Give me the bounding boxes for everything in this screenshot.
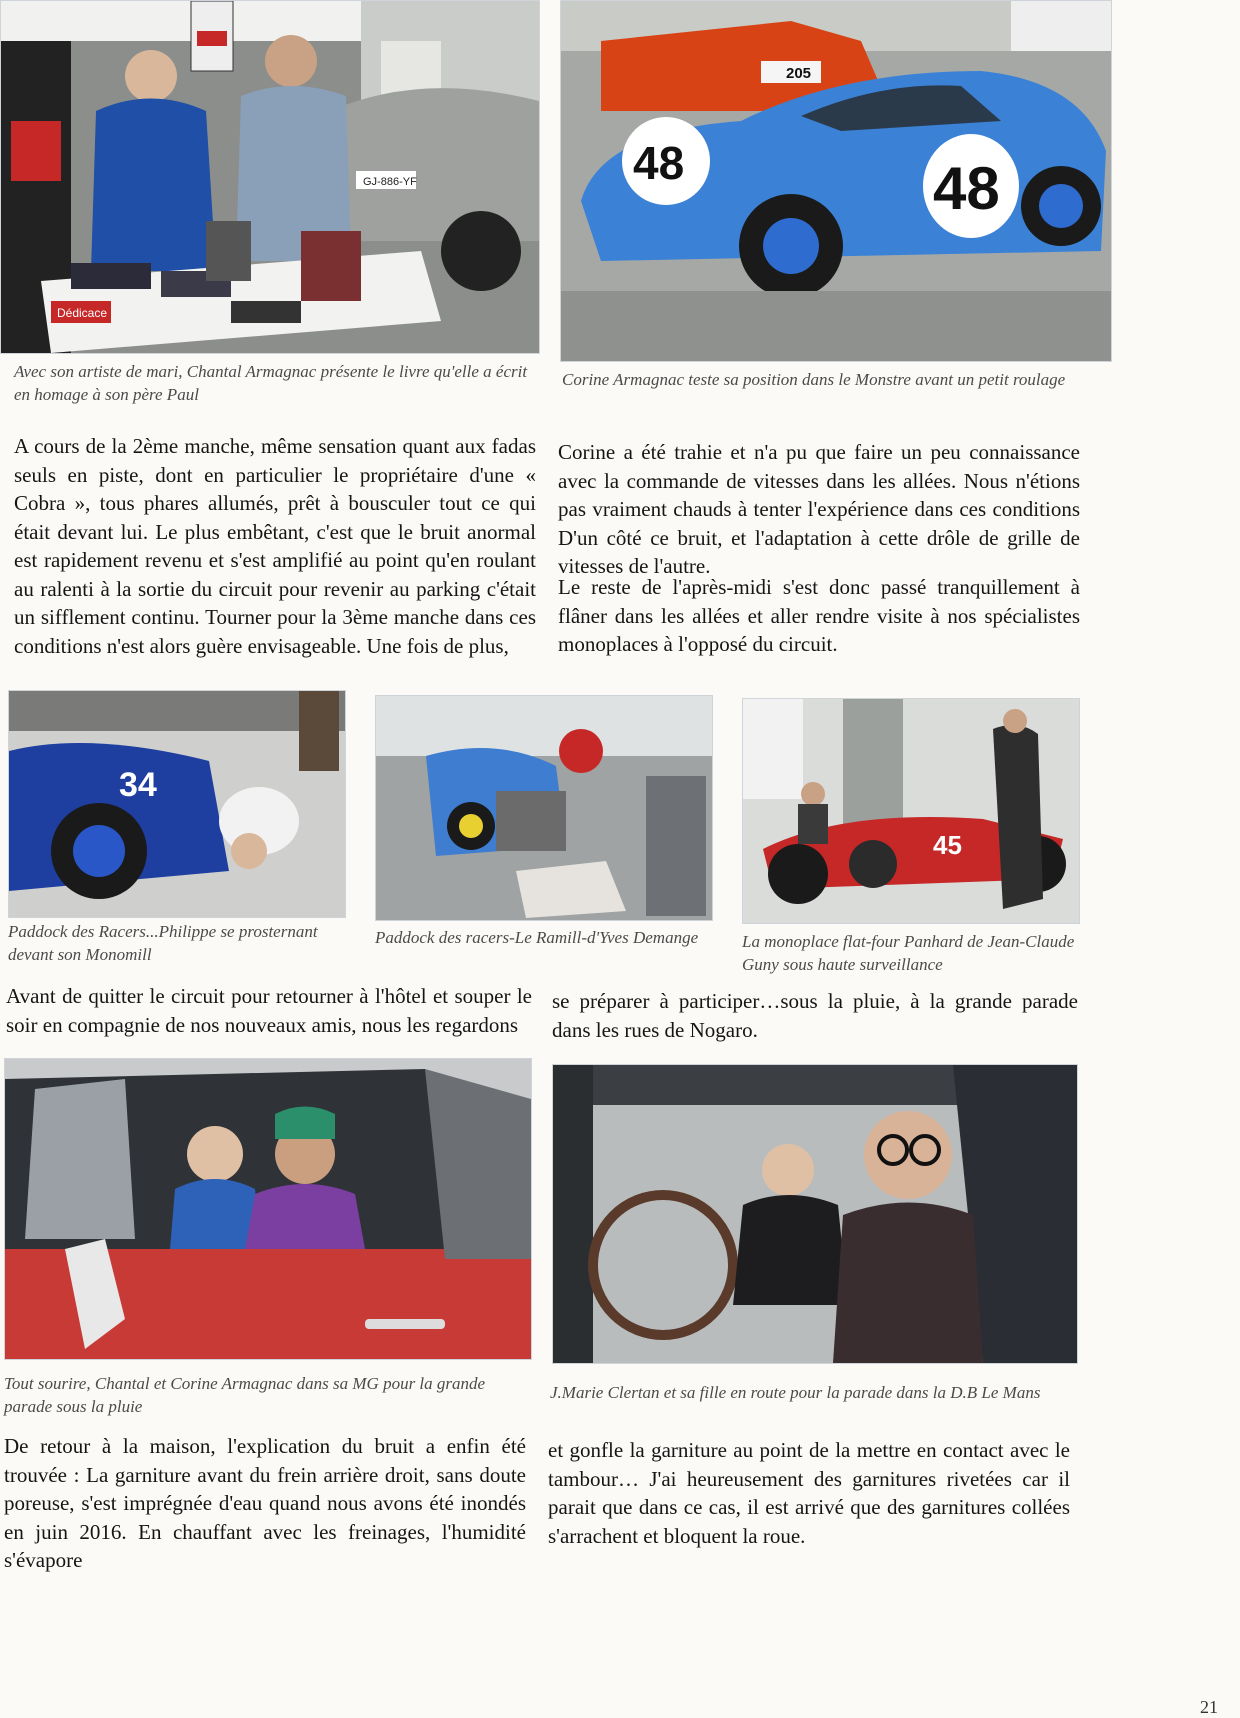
caption-db-le-mans: J.Marie Clertan et sa fille en route pour la parade dans la D.B Le Mans xyxy=(550,1383,1041,1402)
panhard-image xyxy=(743,699,1079,923)
photo-paddock-ramill xyxy=(375,695,713,921)
paragraph-3-left: De retour à la maison, l'explication du bruit a enfin été trouvée : La garniture avant du frein arrière droit, sans doute poreuse, s'est imprégnée d'eau quand nous avons été inondés en juin 2016. En chauffant avec les freinages, l'humidité s'évapore xyxy=(4,1434,526,1572)
dedicace-sign-text: Dédicace xyxy=(57,306,108,320)
paragraph-3-right: et gonfle la garniture au point de la mettre en contact avec le tambour… J'ai heureusement des garnitures rivetées car il parait que dans ce cas, il est arrivé que des garnitures collées s'arrachent et bloquent la roue. xyxy=(548,1438,1070,1548)
paragraph-1-left: A cours de la 2ème manche, même sensation quant aux fadas seuls en piste, dont en particulier le propriétaire d'une « Cobra », tous phares allumés, prêt à bousculer tout ce qui était devant lui. Le plus embêtant, c'est que le bruit anormal est rapidement revenu et s'est amplifié au point qu'en roulant au ralenti à la sortie du circuit pour revenir au parking c'était un sifflement continu. Tourner pour la 3ème manche dans ces conditions n'est alors guère envisageable. Une fois de plus, xyxy=(14,434,536,658)
photo-book-stand xyxy=(0,0,540,354)
paragraph-1-right-a: Corine a été trahie et n'a pu que faire un peu connaissance avec la commande de vitesses dans les allées. Nous n'étions pas vraiment chauds à tenter l'expérience dans ces conditions D'un côté ce bruit, et l'adaptation à cette drôle de grille de vitesses de l'autre. xyxy=(558,440,1080,578)
photo-mg-parade xyxy=(4,1058,532,1360)
mg-parade-image xyxy=(5,1059,531,1359)
caption-panhard-monoplace: La monoplace flat-four Panhard de Jean-Claude Guny sous haute surveillance xyxy=(742,932,1075,974)
svg-text:48: 48 xyxy=(633,137,685,189)
db-le-mans-image xyxy=(553,1065,1077,1363)
ramill-image xyxy=(376,696,712,920)
photo-paddock-monomill xyxy=(8,690,346,918)
book-stand-image xyxy=(1,1,539,353)
photo-db-le-mans xyxy=(552,1064,1078,1364)
race-number-45: 45 xyxy=(933,830,962,860)
blue-car-image xyxy=(561,1,1111,361)
caption-paddock-monomill: Paddock des Racers...Philippe se prosternant devant son Monomill xyxy=(8,922,318,964)
paragraph-2-right: se préparer à participer…sous la pluie, à la grande parade dans les rues de Nogaro. xyxy=(552,989,1078,1042)
photo-panhard-monoplace xyxy=(742,698,1080,924)
caption-book-stand: Avec son artiste de mari, Chantal Armagnac présente le livre qu'elle a écrit en homage à son père Paul xyxy=(14,362,528,404)
photo-blue-car-48 xyxy=(560,0,1112,362)
race-number-48: 48 xyxy=(933,155,1000,222)
caption-blue-car-48: Corine Armagnac teste sa position dans le Monstre avant un petit roulage xyxy=(562,370,1066,389)
rear-car-number: 205 xyxy=(786,65,812,82)
monomill-image xyxy=(9,691,345,917)
race-number-34: 34 xyxy=(119,766,157,804)
paragraph-2-left: Avant de quitter le circuit pour retourner à l'hôtel et souper le soir en compagnie de nos nouveaux amis, nous les regardons xyxy=(6,984,532,1037)
caption-paddock-ramill: Paddock des racers-Le Ramill-d'Yves Demange xyxy=(375,928,699,947)
plate-text: GJ-886-YF xyxy=(363,176,417,188)
page-number: 21 xyxy=(1200,1697,1218,1717)
caption-mg-parade: Tout sourire, Chantal et Corine Armagnac dans sa MG pour la grande parade sous la pluie xyxy=(4,1374,486,1416)
paragraph-1-right-b: Le reste de l'après-midi s'est donc passé tranquillement à flâner dans les allées et aller rendre visite à nos spécialistes monoplaces à l'opposé du circuit. xyxy=(558,575,1080,656)
